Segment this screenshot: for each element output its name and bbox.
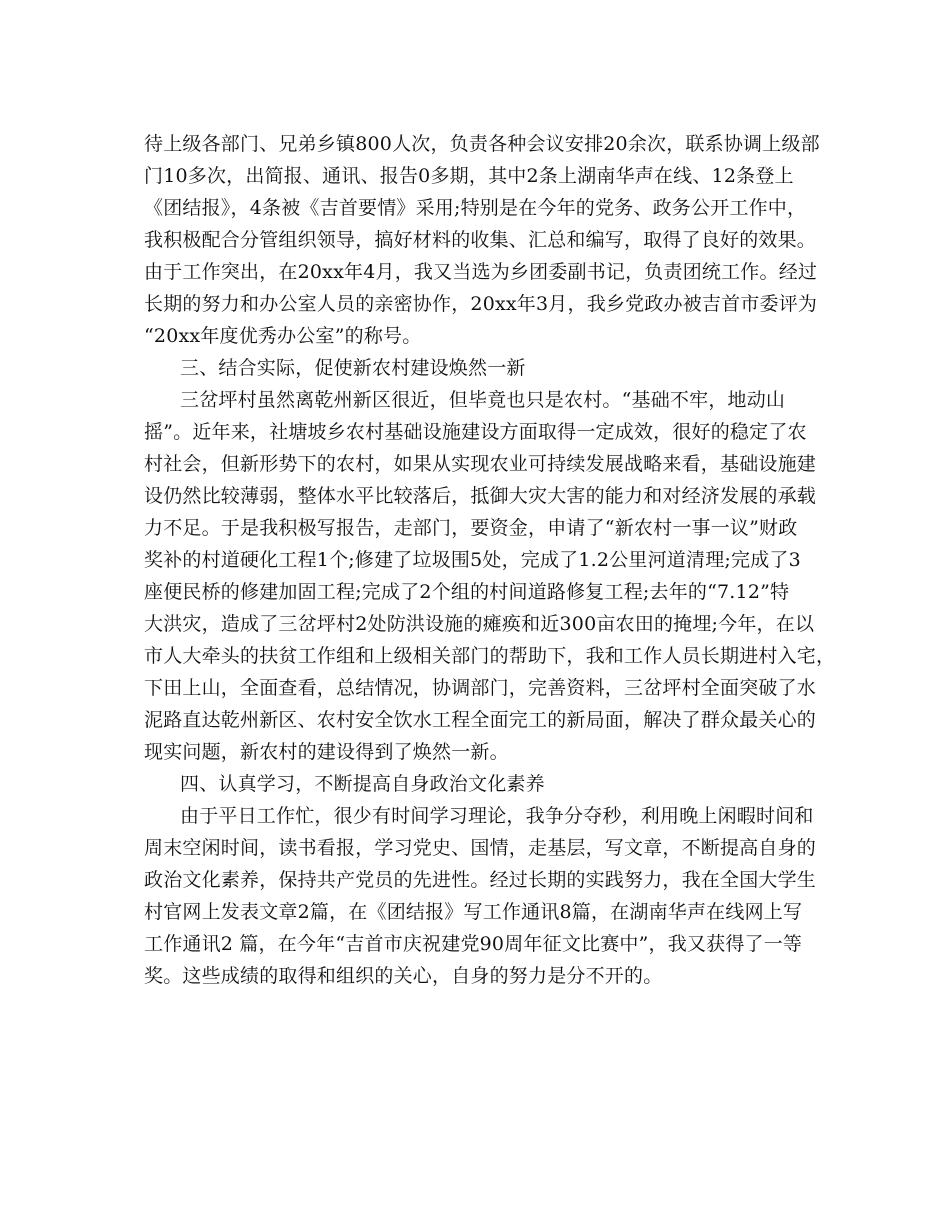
text-line: 座便民桥的修建加固工程;完成了2个组的村间道路修复工程;去年的“7.12”特	[144, 581, 790, 603]
section-heading: 三、结合实际，促使新农村建设焕然一新	[180, 357, 526, 379]
text-line: 力不足。于是我积极写报告，走部门，要资金，申请了“新农村一事一议”财政	[144, 517, 798, 539]
text-line: “20xx年度优秀办公室”的称号。	[144, 325, 422, 347]
text-line: 工作通讯2 篇，在今年“吉首市庆祝建党90周年征文比赛中”，我又获得了一等	[144, 933, 803, 955]
text-line: 村社会，但新形势下的农村，如果从实现农业可持续发展战略来看，基础设施建	[144, 453, 817, 475]
text-line: 《团结报》，4条被《吉首要情》采用;特别是在今年的党务、政务公开工作中，	[144, 197, 807, 219]
section-heading: 四、认真学习，不断提高自身政治文化素养	[180, 773, 545, 795]
text-line: 政治文化素养，保持共产党员的先进性。经过长期的实践努力，我在全国大学生	[144, 869, 817, 891]
text-line: 由于工作突出，在20xx年4月，我又当选为乡团委副书记，负责团统工作。经过	[144, 261, 818, 283]
text-line: 市人大牵头的扶贫工作组和上级相关部门的帮助下，我和工作人员长期进村入宅，	[144, 645, 836, 667]
paragraph-first-line: 三岔坪村虽然离乾州新区很近，但毕竟也只是农村。“基础不牢，地动山	[180, 389, 786, 411]
text-line: 现实问题，新农村的建设得到了焕然一新。	[144, 741, 509, 763]
text-line: 村官网上发表文章2篇，在《团结报》写工作通讯8篇，在湖南华声在线网上写	[144, 901, 803, 923]
document-body	[144, 128, 836, 992]
text-line: 门10多次，出简报、通讯、报告0多期，其中2条上湖南华声在线、12条登上	[144, 165, 794, 187]
text-line: 泥路直达乾州新区、农村安全饮水工程全面完工的新局面，解决了群众最关心的	[144, 709, 817, 731]
text-line: 奖补的村道硬化工程1个;修建了垃圾围5处，完成了1.2公里河道清理;完成了3	[144, 549, 801, 571]
text-line: 我积极配合分管组织领导，搞好材料的收集、汇总和编写，取得了良好的效果。	[144, 229, 817, 251]
text-line: 待上级各部门、兄弟乡镇800人次，负责各种会议安排20余次，联系协调上级部	[144, 133, 820, 155]
text-line: 奖。这些成绩的取得和组织的关心，自身的努力是分不开的。	[144, 965, 663, 987]
paragraph-first-line: 由于平日工作忙，很少有时间学习理论，我争分夺秒，利用晚上闲暇时间和	[180, 805, 814, 827]
text-line: 周末空闲时间，读书看报，学习党史、国情，走基层，写文章，不断提高自身的	[144, 837, 817, 859]
text-line: 下田上山，全面查看，总结情况，协调部门，完善资料，三岔坪村全面突破了水	[144, 677, 817, 699]
text-line: 大洪灾，造成了三岔坪村2处防洪设施的瘫痪和近300亩农田的掩埋;今年，在以	[144, 613, 815, 635]
text-line: 长期的努力和办公室人员的亲密协作，20xx年3月，我乡党政办被吉首市委评为	[144, 293, 818, 315]
text-line: 摇”。近年来，社塘坡乡农村基础设施建设方面取得一定成效，很好的稳定了农	[144, 421, 807, 443]
text-line: 设仍然比较薄弱，整体水平比较落后，抵御大灾大害的能力和对经济发展的承载	[144, 485, 817, 507]
